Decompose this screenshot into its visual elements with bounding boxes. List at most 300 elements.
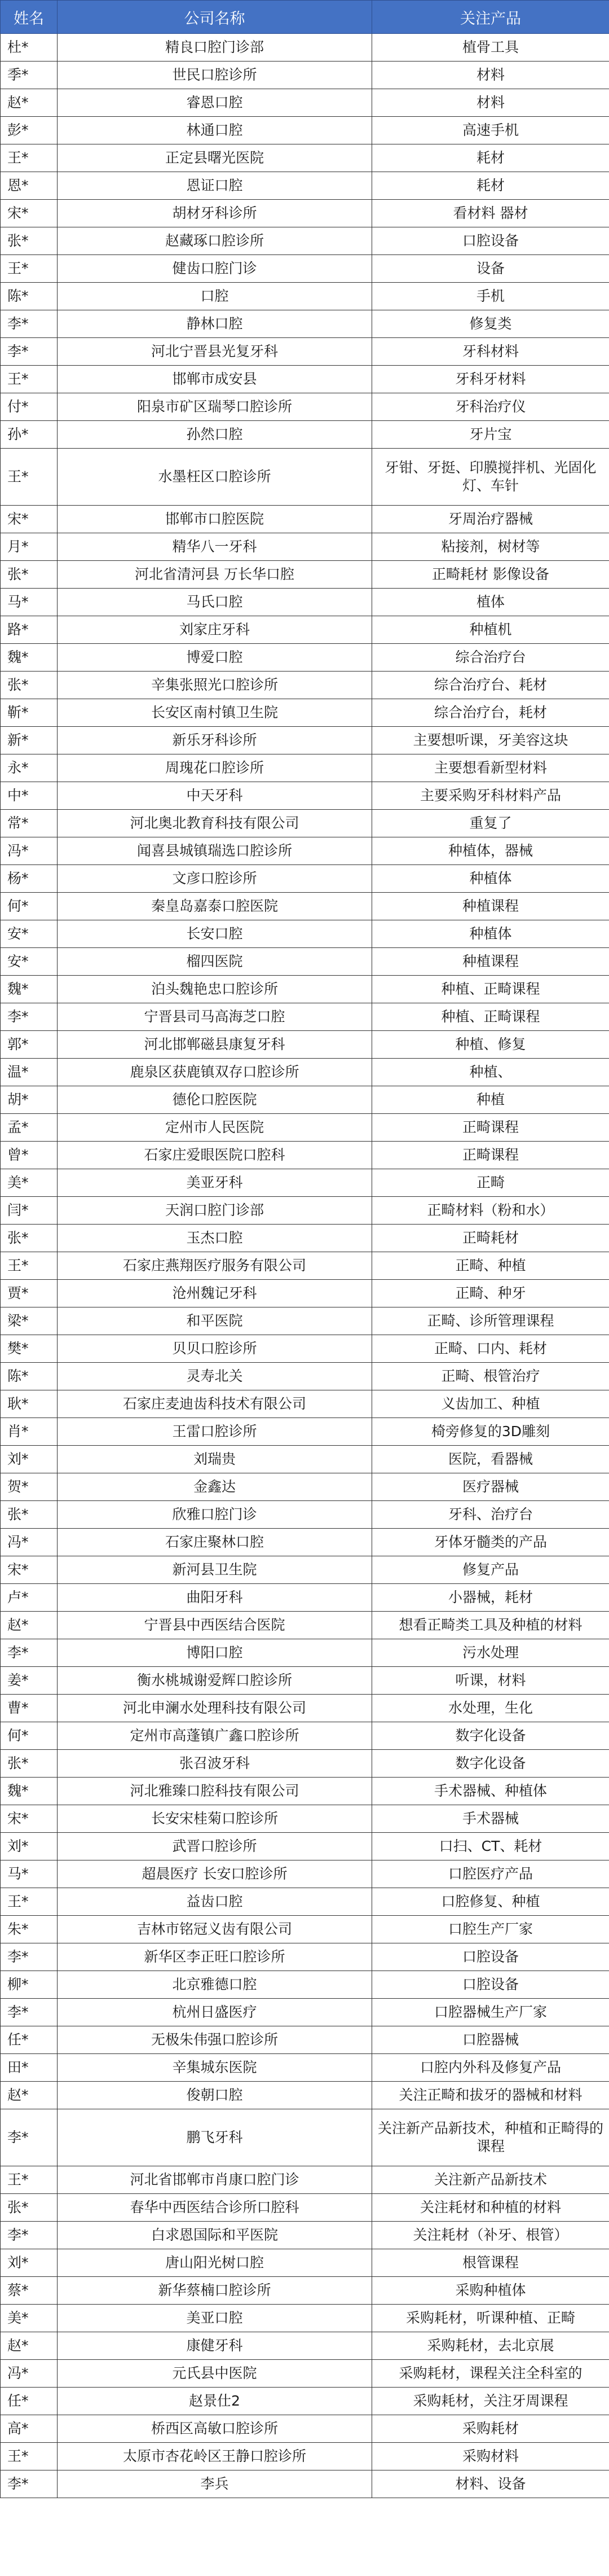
cell-name: 王* [1,449,58,506]
cell-name: 陈* [1,1363,58,1390]
table-row [1,1916,609,1943]
table-row [1,1280,609,1307]
cell-name: 孙* [1,421,58,449]
cell-company: 太原市杏花岭区王静口腔诊所 [58,2443,372,2470]
cell-name: 胡* [1,1086,58,1114]
cell-name: 恩* [1,172,58,200]
header-company: 公司名称 [58,1,372,34]
table-row [1,117,609,144]
cell-company: 益齿口腔 [58,1888,372,1916]
table-row [1,2026,609,2054]
cell-product: 主要采购牙科材料产品 [372,782,609,810]
cell-product: 采购耗材，去北京展 [372,2332,609,2360]
table-row [1,1114,609,1142]
cell-company: 贝贝口腔诊所 [58,1335,372,1363]
table-row [1,1169,609,1197]
table-row [1,1612,609,1639]
cell-product: 采购材料 [372,2443,609,2470]
table-row [1,1390,609,1418]
cell-company: 邯郸市口腔医院 [58,506,372,533]
cell-product: 综合治疗台，耗材 [372,699,609,727]
cell-name: 魏* [1,1778,58,1805]
table-row [1,1722,609,1750]
cell-name: 贺* [1,1473,58,1501]
cell-company: 口腔 [58,283,372,310]
cell-product: 想看正畸类工具及种植的材料 [372,1612,609,1639]
header-row [1,1,609,34]
cell-company: 李兵 [58,2470,372,2498]
cell-product: 口腔医疗产品 [372,1860,609,1888]
table-row [1,727,609,754]
cell-company: 赵景仕2 [58,2388,372,2415]
cell-product: 牙片宝 [372,421,609,449]
cell-product: 口腔器械生产厂家 [372,1999,609,2026]
table-row [1,1860,609,1888]
cell-name: 贾* [1,1280,58,1307]
cell-product: 种植课程 [372,893,609,920]
cell-name: 冯* [1,1529,58,1556]
cell-name: 张* [1,2194,58,2222]
cell-product: 水处理，生化 [372,1695,609,1722]
cell-product: 正畸耗材 [372,1225,609,1252]
cell-company: 新华蔡楠口腔诊所 [58,2277,372,2305]
cell-company: 石家庄爱眼医院口腔科 [58,1142,372,1169]
table-row [1,699,609,727]
cell-company: 新乐牙科诊所 [58,727,372,754]
table-row [1,1971,609,1999]
cell-company: 精华八一牙科 [58,533,372,561]
cell-company: 阳泉市矿区瑞琴口腔诊所 [58,393,372,421]
table-row [1,1556,609,1584]
cell-company: 金鑫达 [58,1473,372,1501]
cell-company: 长安口腔 [58,920,372,948]
cell-product: 重复了 [372,810,609,837]
cell-company: 宁晋县司马高海芝口腔 [58,1003,372,1031]
cell-product: 种植 [372,1086,609,1114]
cell-product: 高速手机 [372,117,609,144]
cell-product: 采购耗材 [372,2415,609,2443]
table-row [1,754,609,782]
cell-product: 关注新产品新技术，种植和正畸得的课程 [372,2109,609,2166]
cell-name: 刘* [1,1833,58,1860]
cell-product: 数字化设备 [372,1722,609,1750]
cell-company: 辛集城东医院 [58,2054,372,2082]
table-row [1,1003,609,1031]
cell-product: 正畸课程 [372,1142,609,1169]
cell-name: 高* [1,2415,58,2443]
cell-name: 李* [1,2222,58,2249]
cell-company: 美亚口腔 [58,2305,372,2332]
cell-product: 数字化设备 [372,1750,609,1778]
cell-name: 永* [1,754,58,782]
cell-company: 唐山阳光树口腔 [58,2249,372,2277]
cell-product: 牙钳、牙挺、印膜搅拌机、光固化灯、车针 [372,449,609,506]
cell-company: 石家庄燕翔医疗服务有限公司 [58,1252,372,1280]
cell-product: 材料 [372,89,609,117]
table-row [1,1446,609,1473]
cell-company: 宁晋县中西医结合医院 [58,1612,372,1639]
table-row [1,1805,609,1833]
cell-company: 衡水桃城谢爱辉口腔诊所 [58,1667,372,1695]
cell-product: 采购耗材，关注牙周课程 [372,2388,609,2415]
cell-product: 牙科治疗仪 [372,393,609,421]
table-row [1,449,609,506]
cell-company: 恩证口腔 [58,172,372,200]
cell-name: 曹* [1,1695,58,1722]
header-product: 关注产品 [372,1,609,34]
cell-name: 李* [1,2109,58,2166]
cell-company: 张召波牙科 [58,1750,372,1778]
cell-name: 王* [1,2166,58,2194]
cell-product: 根管课程 [372,2249,609,2277]
cell-product: 关注正畸和拔牙的器械和材料 [372,2082,609,2109]
cell-product: 关注新产品新技术 [372,2166,609,2194]
cell-name: 王* [1,1888,58,1916]
cell-company: 曲阳牙科 [58,1584,372,1612]
cell-product: 种植体 [372,920,609,948]
cell-product: 种植课程 [372,948,609,976]
cell-product: 正畸耗材 影像设备 [372,561,609,589]
cell-name: 王* [1,366,58,393]
table-row [1,2054,609,2082]
cell-name: 任* [1,2388,58,2415]
table-body [1,34,609,2498]
cell-name: 李* [1,2470,58,2498]
cell-product: 粘接剂，树材等 [372,533,609,561]
cell-name: 蔡* [1,2277,58,2305]
cell-product: 采购耗材，课程关注全科室的 [372,2360,609,2388]
cell-company: 河北省清河县 万长华口腔 [58,561,372,589]
cell-product: 设备 [372,255,609,283]
cell-product: 看材料 器材 [372,200,609,227]
cell-name: 宋* [1,200,58,227]
cell-company: 刘家庄牙科 [58,616,372,644]
cell-company: 沧州魏记牙科 [58,1280,372,1307]
cell-company: 吉林市铭冠义齿有限公司 [58,1916,372,1943]
cell-product: 牙周治疗器械 [372,506,609,533]
cell-product: 口腔内外科及修复产品 [372,2054,609,2082]
cell-product: 耗材 [372,172,609,200]
cell-company: 和平医院 [58,1307,372,1335]
table-row [1,1639,609,1667]
table-row [1,561,609,589]
cell-company: 杭州日盛医疗 [58,1999,372,2026]
cell-name: 闫* [1,1197,58,1225]
cell-product: 牙科材料 [372,338,609,366]
cell-company: 康健牙科 [58,2332,372,2360]
table-row [1,1667,609,1695]
cell-company: 鹿泉区获鹿镇双存口腔诊所 [58,1059,372,1086]
cell-company: 精良口腔门诊部 [58,34,372,62]
cell-company: 超晨医疗 长安口腔诊所 [58,1860,372,1888]
cell-product: 种植、 [372,1059,609,1086]
cell-product: 椅旁修复的3D雕刻 [372,1418,609,1446]
cell-company: 武晋口腔诊所 [58,1833,372,1860]
table-row [1,283,609,310]
cell-company: 定州市人民医院 [58,1114,372,1142]
cell-name: 王* [1,255,58,283]
cell-name: 樊* [1,1335,58,1363]
table-row [1,1252,609,1280]
table-row [1,616,609,644]
table-row [1,2277,609,2305]
cell-company: 河北申澜水处理科技有限公司 [58,1695,372,1722]
cell-name: 梁* [1,1307,58,1335]
cell-product: 牙体牙髓类的产品 [372,1529,609,1556]
table-row [1,837,609,865]
cell-product: 正畸 [372,1169,609,1197]
cell-product: 种植体，器械 [372,837,609,865]
cell-product: 手术器械 [372,1805,609,1833]
cell-name: 李* [1,338,58,366]
cell-product: 主要想看新型材料 [372,754,609,782]
cell-name: 宋* [1,1805,58,1833]
cell-name: 赵* [1,1612,58,1639]
table-row [1,1363,609,1390]
cell-name: 陈* [1,283,58,310]
table-row [1,1695,609,1722]
cell-company: 长安区南村镇卫生院 [58,699,372,727]
cell-name: 赵* [1,89,58,117]
cell-company: 睿恩口腔 [58,89,372,117]
cell-product: 口腔设备 [372,1943,609,1971]
table-row [1,1197,609,1225]
cell-name: 张* [1,672,58,699]
cell-company: 中天牙科 [58,782,372,810]
cell-product: 材料、设备 [372,2470,609,2498]
cell-company: 正定县曙光医院 [58,144,372,172]
cell-company: 欣雅口腔门诊 [58,1501,372,1529]
cell-name: 魏* [1,976,58,1003]
cell-name: 路* [1,616,58,644]
cell-name: 李* [1,1003,58,1031]
table-row [1,976,609,1003]
table-row [1,338,609,366]
cell-name: 孟* [1,1114,58,1142]
cell-name: 安* [1,948,58,976]
table-row [1,506,609,533]
cell-company: 无极朱伟强口腔诊所 [58,2026,372,2054]
table-row [1,2415,609,2443]
table-row [1,810,609,837]
cell-name: 李* [1,310,58,338]
cell-name: 张* [1,227,58,255]
table-row [1,1584,609,1612]
cell-product: 口腔设备 [372,1971,609,1999]
cell-name: 张* [1,1501,58,1529]
cell-name: 宋* [1,506,58,533]
cell-company: 新华区李正旺口腔诊所 [58,1943,372,1971]
table-row [1,1086,609,1114]
header-name: 姓名 [1,1,58,34]
cell-product: 正畸、根管治疗 [372,1363,609,1390]
cell-product: 污水处理 [372,1639,609,1667]
cell-product: 采购种植体 [372,2277,609,2305]
cell-company: 河北省邯郸市肖康口腔门诊 [58,2166,372,2194]
cell-name: 中* [1,782,58,810]
table-row [1,2109,609,2166]
cell-company: 水墨枉区口腔诊所 [58,449,372,506]
cell-name: 田* [1,2054,58,2082]
cell-company: 林通口腔 [58,117,372,144]
cell-company: 胡材牙科诊所 [58,200,372,227]
cell-company: 俊朝口腔 [58,2082,372,2109]
cell-name: 柳* [1,1971,58,1999]
cell-product: 综合治疗台、耗材 [372,672,609,699]
cell-company: 桥西区高敏口腔诊所 [58,2415,372,2443]
cell-product: 耗材 [372,144,609,172]
cell-name: 李* [1,1639,58,1667]
cell-company: 鹏飞牙科 [58,2109,372,2166]
table-row [1,865,609,893]
cell-product: 植骨工具 [372,34,609,62]
table-row [1,2194,609,2222]
table-row [1,227,609,255]
table-row [1,1833,609,1860]
table-row [1,2332,609,2360]
cell-company: 周瑰花口腔诊所 [58,754,372,782]
cell-product: 医院，看器械 [372,1446,609,1473]
cell-product: 正畸课程 [372,1114,609,1142]
cell-company: 博爱口腔 [58,644,372,672]
cell-name: 肖* [1,1418,58,1446]
cell-name: 彭* [1,117,58,144]
table-row [1,200,609,227]
cell-product: 口腔设备 [372,227,609,255]
cell-company: 世民口腔诊所 [58,62,372,89]
cell-product: 材料 [372,62,609,89]
cell-company: 文彦口腔诊所 [58,865,372,893]
cell-name: 卢* [1,1584,58,1612]
cell-company: 邯郸市成安县 [58,366,372,393]
cell-name: 张* [1,1750,58,1778]
cell-name: 月* [1,533,58,561]
table-row [1,172,609,200]
cell-name: 靳* [1,699,58,727]
table-row [1,1031,609,1059]
cell-name: 安* [1,920,58,948]
cell-name: 魏* [1,644,58,672]
table-row [1,2388,609,2415]
cell-company: 榴四医院 [58,948,372,976]
cell-name: 马* [1,1860,58,1888]
table-row [1,589,609,616]
cell-name: 李* [1,1943,58,1971]
cell-product: 手机 [372,283,609,310]
cell-name: 杨* [1,865,58,893]
cell-name: 杜* [1,34,58,62]
table-row [1,2222,609,2249]
cell-company: 泊头魏艳忠口腔诊所 [58,976,372,1003]
cell-product: 手术器械、种植体 [372,1778,609,1805]
cell-company: 赵藏琢口腔诊所 [58,227,372,255]
table-row [1,1142,609,1169]
cell-name: 付* [1,393,58,421]
table-row [1,89,609,117]
cell-company: 长安宋桂菊口腔诊所 [58,1805,372,1833]
cell-name: 耿* [1,1390,58,1418]
cell-product: 种植体 [372,865,609,893]
table-row [1,948,609,976]
cell-company: 孙然口腔 [58,421,372,449]
table-row [1,1501,609,1529]
cell-product: 采购耗材，听课种植、正畸 [372,2305,609,2332]
cell-company: 辛集张照光口腔诊所 [58,672,372,699]
table-row [1,2470,609,2498]
table-row [1,1529,609,1556]
cell-product: 听课，材料 [372,1667,609,1695]
table-row [1,1059,609,1086]
cell-product: 关注耗材和种植的材料 [372,2194,609,2222]
cell-name: 郭* [1,1031,58,1059]
cell-product: 正畸、种牙 [372,1280,609,1307]
table-row [1,1473,609,1501]
table-row [1,893,609,920]
table-row [1,782,609,810]
cell-company: 博阳口腔 [58,1639,372,1667]
cell-company: 美亚牙科 [58,1169,372,1197]
table-row [1,1307,609,1335]
cell-name: 任* [1,2026,58,2054]
cell-company: 德伦口腔医院 [58,1086,372,1114]
cell-company: 元氏县中医院 [58,2360,372,2388]
cell-name: 曾* [1,1142,58,1169]
table-row [1,2305,609,2332]
cell-product: 正畸、诊所管理课程 [372,1307,609,1335]
cell-product: 义齿加工、种植 [372,1390,609,1418]
table-row [1,644,609,672]
table-row [1,255,609,283]
table-row [1,2166,609,2194]
cell-product: 种植机 [372,616,609,644]
table-row [1,2082,609,2109]
cell-company: 马氏口腔 [58,589,372,616]
cell-company: 天润口腔门诊部 [58,1197,372,1225]
cell-product: 关注耗材（补牙、根管） [372,2222,609,2249]
table-row [1,920,609,948]
table-row [1,34,609,62]
cell-product: 修复类 [372,310,609,338]
cell-name: 季* [1,62,58,89]
cell-product: 口腔修复、种植 [372,1888,609,1916]
table-row [1,62,609,89]
cell-name: 张* [1,1225,58,1252]
cell-name: 王* [1,1252,58,1280]
cell-company: 新河县卫生院 [58,1556,372,1584]
table-row [1,1335,609,1363]
cell-name: 赵* [1,2332,58,2360]
table-row [1,2360,609,2388]
cell-name: 常* [1,810,58,837]
cell-company: 刘瑞贵 [58,1446,372,1473]
cell-product: 主要想听课，牙美容这块 [372,727,609,754]
cell-company: 静林口腔 [58,310,372,338]
cell-name: 新* [1,727,58,754]
cell-company: 闻喜县城镇瑞选口腔诊所 [58,837,372,865]
cell-company: 石家庄麦迪齿科技术有限公司 [58,1390,372,1418]
cell-product: 综合治疗台 [372,644,609,672]
cell-product: 植体 [372,589,609,616]
cell-company: 河北邯郸磁县康复牙科 [58,1031,372,1059]
cell-product: 正畸、种植 [372,1252,609,1280]
cell-name: 美* [1,2305,58,2332]
cell-company: 秦皇岛嘉泰口腔医院 [58,893,372,920]
table-row [1,1750,609,1778]
cell-name: 马* [1,589,58,616]
cell-company: 河北奥北教育科技有限公司 [58,810,372,837]
table-row [1,1943,609,1971]
cell-company: 河北雅臻口腔科技有限公司 [58,1778,372,1805]
